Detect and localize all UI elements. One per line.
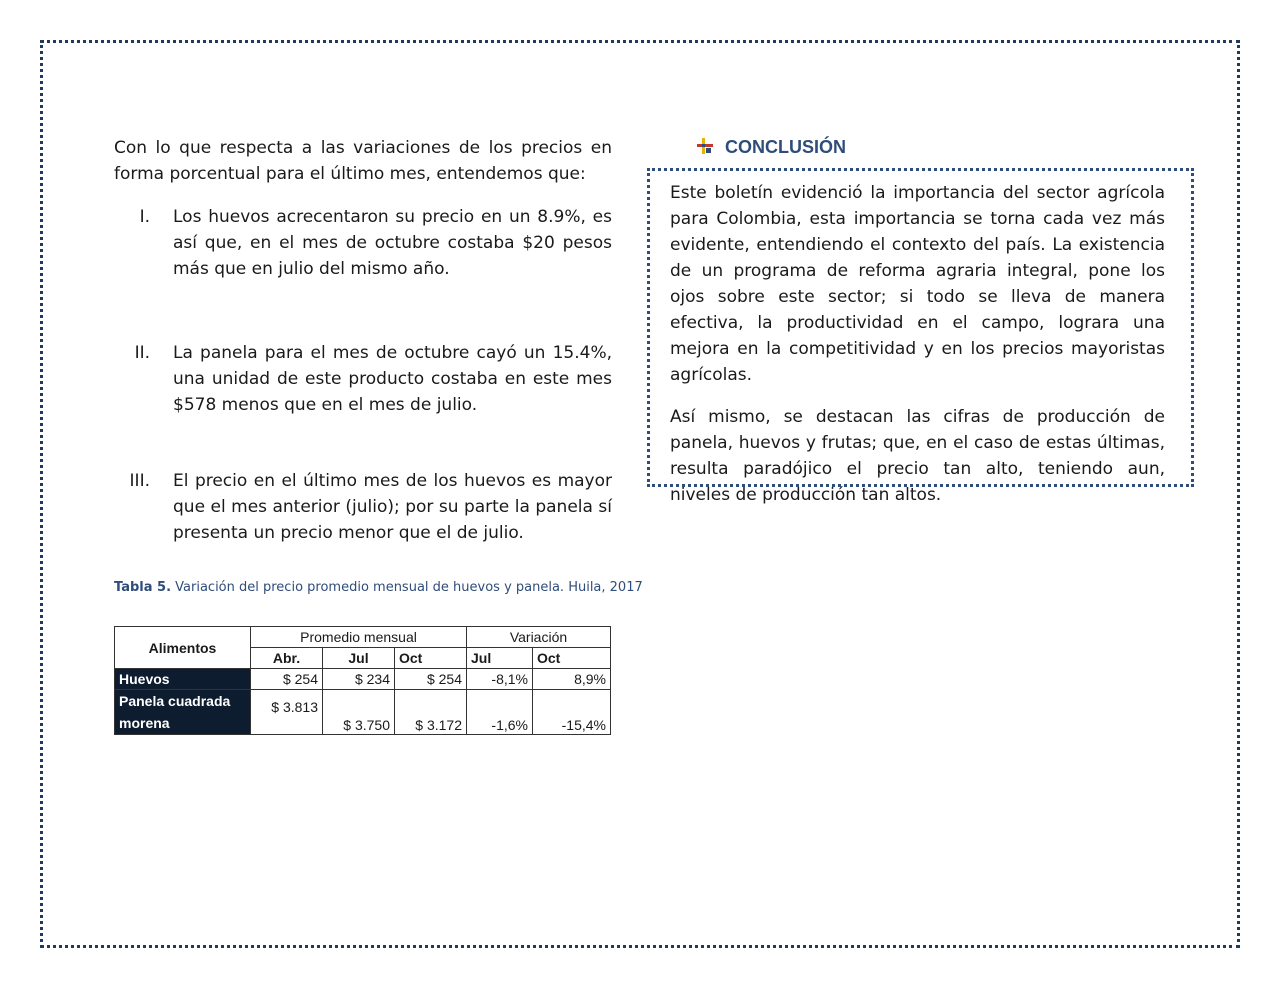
cell-abr: $ 3.813: [251, 690, 323, 735]
conclusion-box: [647, 168, 1194, 505]
row-label-line: Panela cuadrada: [119, 693, 231, 709]
header-food: Alimentos: [115, 627, 251, 669]
conclusion-title: CONCLUSIÓN: [725, 137, 846, 157]
list-item-text: El precio en el último mes de los huevos es mayor que el mes anterior (julio); por su parte la panela sí presenta un precio menor que el de julio.: [173, 471, 612, 543]
subheader-jul: Jul: [323, 648, 395, 669]
row-label-line: morena: [119, 715, 170, 731]
table-row: [115, 669, 611, 690]
row-label: Huevos: [115, 669, 251, 690]
cell-oct: $ 254: [395, 669, 467, 690]
price-table: [114, 626, 611, 735]
conclusion-paragraph: Así mismo, se destacan las cifras de producción de panela, huevos y frutas; que, en el caso de estas últimas, resulta paradójico el precio tan alto, teniendo aun, niveles de producción tan altos.: [670, 407, 1165, 505]
cell-jul: $ 3.750: [323, 690, 395, 735]
subheader-var-jul: Jul: [467, 648, 533, 669]
list-item: [114, 204, 612, 282]
cell-var-oct: 8,9%: [533, 669, 611, 690]
subheader-abr: Abr.: [251, 648, 323, 669]
conclusion-paragraph: Este boletín evidenció la importancia del sector agrícola para Colombia, esta importancia se torna cada vez más evidente, entendiendo el contexto del país. La existencia de un programa de reforma agraria integral, pone los ojos sobre este sector; si todo se lleva de manera efectiva, la productividad en el campo, lograra una mejora en la competitividad y en los precios mayoristas agrícolas.: [670, 183, 1165, 385]
cell-oct: $ 3.172: [395, 690, 467, 735]
table-caption-text: Variación del precio promedio mensual de huevos y panela. Huila, 2017: [171, 580, 643, 595]
row-label: [115, 690, 251, 735]
bullet-square-icon: [697, 138, 713, 154]
left-column: [114, 135, 612, 543]
subheader-var-oct: Oct: [533, 648, 611, 669]
cell-jul: $ 234: [323, 669, 395, 690]
cell-var-jul: -1,6%: [467, 690, 533, 735]
table-caption: [114, 580, 643, 595]
table-row: [115, 690, 611, 735]
cell-var-oct: -15,4%: [533, 690, 611, 735]
list-item-number: II.: [134, 343, 150, 363]
conclusion-heading: [697, 137, 846, 158]
header-variation: Variación: [467, 627, 611, 648]
header-average: Promedio mensual: [251, 627, 467, 648]
list-item-text: La panela para el mes de octubre cayó un 15.4%, una unidad de este producto costaba en este mes $578 menos que en el mes de julio.: [173, 343, 612, 415]
list-item: [114, 468, 612, 546]
intro-paragraph: Con lo que respecta a las variaciones de los precios en forma porcentual para el último mes, entendemos que:: [114, 138, 612, 184]
table-caption-label: Tabla 5.: [114, 580, 172, 595]
list-item-number: I.: [139, 207, 150, 227]
cell-var-jul: -8,1%: [467, 669, 533, 690]
list-item-number: III.: [129, 471, 150, 491]
cell-abr: $ 254: [251, 669, 323, 690]
subheader-oct: Oct: [395, 648, 467, 669]
list-item: [114, 340, 612, 418]
list-item-text: Los huevos acrecentaron su precio en un 8.9%, es así que, en el mes de octubre costaba $20 pesos más que en julio del mismo año.: [173, 207, 612, 279]
